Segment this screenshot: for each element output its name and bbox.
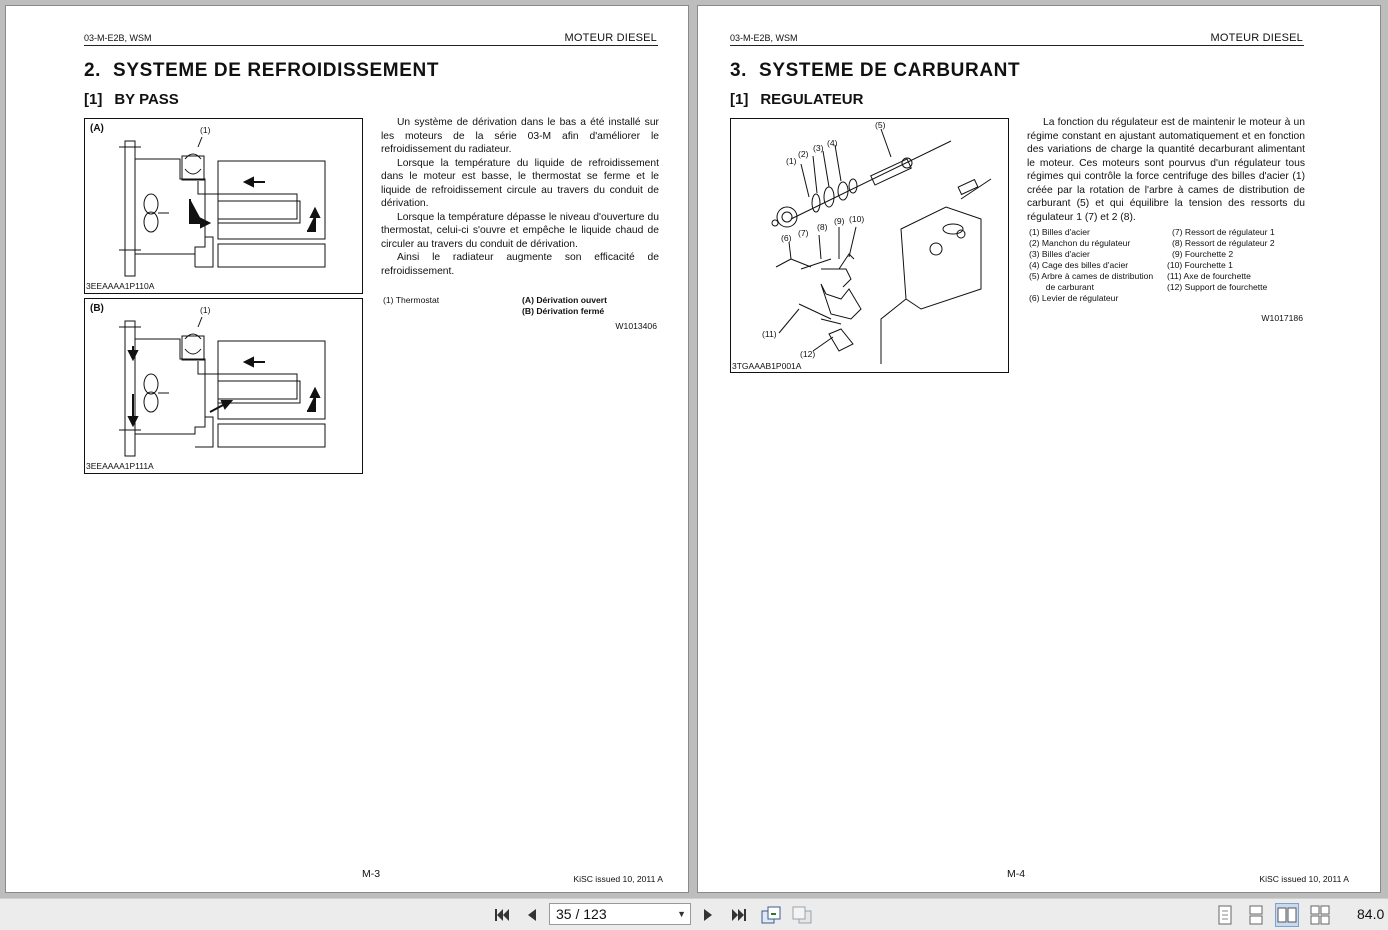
issue-note: KiSC issued 10, 2011 A [573, 874, 663, 884]
section-number: 3. [730, 60, 748, 81]
callout-8: (8) [817, 222, 828, 232]
figure-code: 3EEAAAA1P110A [86, 281, 155, 291]
issue-note: KiSC issued 10, 2011 A [1259, 874, 1349, 884]
single-page-icon[interactable] [1213, 903, 1237, 927]
paragraph: Lorsque la température du liquide de refroidissement dans le moteur est basse, le thermostat se ferme et le liquide de refroidissement circule au travers du conduit de dérivation. [381, 157, 659, 209]
page-m4 [697, 5, 1381, 893]
figure-code: 3TGAAAB1P001A [732, 361, 802, 371]
figure-letter: (B) [90, 303, 104, 314]
callout-1: (1) [786, 156, 797, 166]
figure-bypass-open [84, 118, 363, 294]
section-title [730, 60, 1020, 82]
previous-page-icon[interactable] [520, 903, 544, 927]
header-doc-code: 03-M-E2B, WSM [84, 33, 152, 43]
legend-item: (12) Support de fourchette [1167, 282, 1268, 292]
subsection-number: [1] [84, 91, 103, 108]
callout-5: (5) [875, 120, 886, 130]
callout-2: (2) [798, 149, 809, 159]
section-number: 2. [84, 60, 102, 81]
paragraph: Un système de dérivation dans le bas a été installé sur les moteurs de la série 03-M afin d'améliorer le refroidissement du radiateur. [381, 117, 659, 155]
legend-item: (6) Levier de régulateur [1029, 293, 1119, 303]
legend-item: (2) Manchon du régulateur [1029, 238, 1131, 248]
legend-item: (8) Ressort de régulateur 2 [1172, 238, 1275, 248]
figure-code: 3EEAAAA1P111A [86, 461, 154, 471]
legend-bypass-open: (A) Dérivation ouvert [522, 295, 607, 305]
viewer-toolbar [0, 898, 1388, 930]
header-rule [84, 45, 658, 46]
legend-item: (5) Arbre à cames de distribution [1029, 271, 1154, 281]
legend-item: de carburant [1029, 282, 1094, 292]
legend-item: (10) Fourchette 1 [1167, 260, 1233, 270]
legend-item: (4) Cage des billes d'acier [1029, 260, 1129, 270]
legend-item: (7) Ressort de régulateur 1 [1172, 227, 1275, 237]
header-chapter: MOTEUR DIESEL [564, 32, 657, 44]
callout-10: (10) [849, 214, 865, 224]
section-title-text: SYSTEME DE CARBURANT [759, 60, 1021, 81]
reference-code: W1013406 [615, 321, 657, 331]
body-text [381, 116, 659, 278]
first-page-icon[interactable] [490, 903, 514, 927]
subsection-title-text: REGULATEUR [760, 91, 864, 108]
figure-bypass-closed [84, 298, 363, 474]
reference-code: W1017186 [1261, 313, 1303, 323]
figure-letter: (A) [90, 123, 104, 134]
callout-9: (9) [834, 216, 845, 226]
body-text [1027, 116, 1305, 224]
figure-callout: (1) [200, 125, 211, 135]
cooling-diagram-a [85, 119, 362, 293]
paragraph: La fonction du régulateur est de maintenir le moteur à un régime constant en ajustant automatiquement et en fonction des variations de charge la quantité decarburant alimentant le moteur. Ces moteurs sont pourvus d'un régulateur tous régimes qui contrôle la force centrifuge des billes d'acier (1) créée par la rotation de l'arbre à cames de distribution de carburant (5) et qui équilibre la tension des ressorts du régulateur 1 (7) et 2 (8). [1027, 117, 1305, 223]
rotate-clockwise-icon[interactable] [759, 903, 783, 927]
section-title-text: SYSTEME DE REFROIDISSEMENT [113, 60, 440, 81]
callout-12: (12) [800, 349, 816, 359]
legend-thermostat: (1) Thermostat [383, 295, 440, 305]
next-page-icon[interactable] [696, 903, 720, 927]
subsection-title-text: BY PASS [114, 91, 179, 108]
two-page-continuous-icon[interactable] [1308, 903, 1332, 927]
page-m3 [5, 5, 689, 893]
last-page-icon[interactable] [727, 903, 751, 927]
legend-item: (1) Billes d'acier [1029, 227, 1090, 237]
page-number: M-4 [1007, 868, 1026, 880]
continuous-page-icon[interactable] [1244, 903, 1268, 927]
subsection-number: [1] [730, 91, 749, 108]
header-rule [730, 45, 1304, 46]
chevron-down-icon[interactable]: ▼ [677, 909, 686, 919]
figure-governor [730, 118, 1009, 373]
legend-bypass-closed: (B) Dérivation fermé [522, 306, 605, 316]
header-chapter: MOTEUR DIESEL [1210, 32, 1303, 44]
rotate-counterclockwise-icon[interactable] [790, 903, 814, 927]
two-page-icon[interactable] [1275, 903, 1299, 927]
page-number-input[interactable] [549, 903, 691, 925]
subsection-title [84, 91, 179, 108]
paragraph: Lorsque la température dépasse le niveau d'ouverture du thermostat, celui-ci s'ouvre et empêche le liquide chaud de circuler au travers du conduit de dérivation. [381, 211, 659, 250]
callout-3: (3) [813, 143, 824, 153]
header-doc-code: 03-M-E2B, WSM [730, 33, 798, 43]
legend-item: (9) Fourchette 2 [1172, 249, 1234, 259]
page-number-value: 35 / 123 [556, 906, 607, 922]
figure-callout: (1) [200, 305, 211, 315]
cooling-diagram-b [85, 299, 362, 473]
page-number: M-3 [362, 868, 381, 880]
legend-item: (3) Billes d'acier [1029, 249, 1090, 259]
zoom-level[interactable]: 84.0 [1357, 906, 1385, 922]
legend-item: (11) Axe de fourchette [1167, 271, 1251, 281]
paragraph: Ainsi le radiateur augmente son efficacité de refroidissement. [381, 252, 659, 277]
callout-6: (6) [781, 233, 792, 243]
callout-4: (4) [827, 138, 838, 148]
callout-11: (11) [762, 329, 777, 339]
callout-7: (7) [798, 228, 809, 238]
section-title [84, 60, 439, 82]
subsection-title [730, 91, 863, 108]
